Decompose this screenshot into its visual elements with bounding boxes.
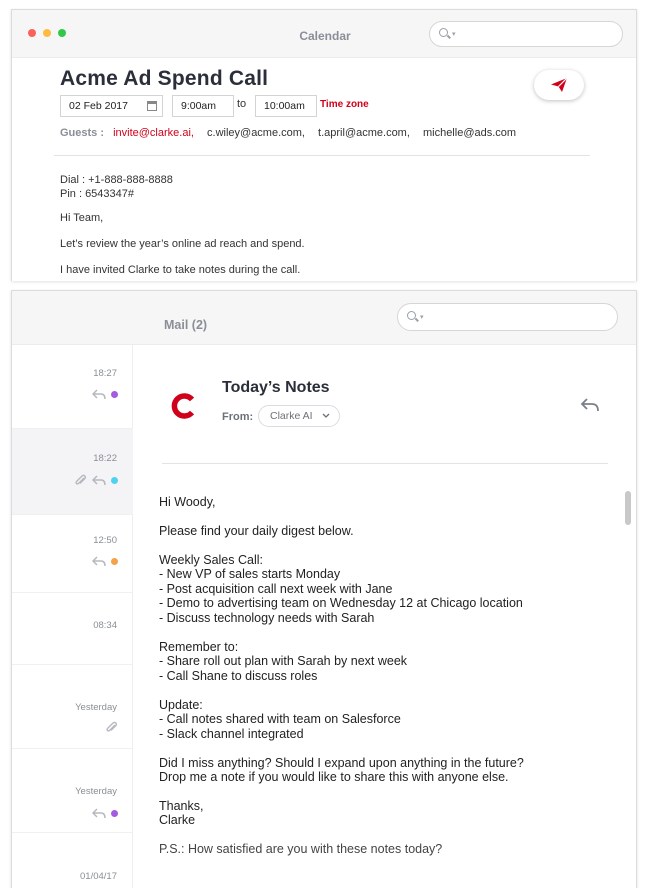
- list-item[interactable]: [12, 515, 133, 593]
- body-line: Drop me a note if you would like to share this with anyone else.: [159, 770, 509, 784]
- body-line: Did I miss anything? Should I expand upon anything in the future?: [159, 756, 524, 770]
- body-line: - Post acquisition call next week with Jane: [159, 582, 393, 596]
- divider: [162, 463, 608, 464]
- guest-email[interactable]: michelle@ads.com: [422, 127, 517, 139]
- search-icon: [407, 311, 416, 320]
- body-line: - Share roll out plan with Sarah by next week: [159, 654, 408, 668]
- list-item[interactable]: [12, 429, 133, 515]
- body-line: Update:: [159, 698, 203, 712]
- reply-icon: [92, 556, 106, 567]
- sender-name: Clarke AI: [270, 410, 313, 422]
- body-line: - Call Shane to discuss roles: [159, 669, 318, 683]
- calendar-icon[interactable]: [147, 101, 157, 111]
- body-line: - Call notes shared with team on Salesforce: [159, 712, 401, 726]
- body-line: Clarke: [159, 813, 196, 827]
- description-line: Let’s review the year’s online ad reach and spend.: [60, 238, 305, 250]
- search-icon: [439, 28, 448, 37]
- timezone-link[interactable]: Time zone: [320, 99, 369, 110]
- message-time: Yesterday: [75, 786, 117, 797]
- status-dot: [111, 810, 118, 817]
- scrollbar-thumb[interactable]: [625, 491, 631, 525]
- body-line: - Slack channel integrated: [159, 727, 304, 741]
- divider: [54, 155, 590, 156]
- sender-dropdown[interactable]: [258, 405, 340, 427]
- body-line: Weekly Sales Call:: [159, 553, 263, 567]
- reply-icon: [92, 808, 106, 819]
- body-line: - Demo to advertising team on Wednesday 12 at Chicago location: [159, 596, 523, 610]
- chevron-down-icon: ▾: [420, 314, 424, 321]
- status-dot: [111, 477, 118, 484]
- message-list: [12, 345, 133, 888]
- dial-number: Dial : +1-888-888-8888: [60, 174, 173, 186]
- calendar-titlebar: [12, 10, 637, 58]
- body-line: Remember to:: [159, 640, 239, 654]
- event-date-field[interactable]: [60, 95, 163, 117]
- body-line: - Discuss technology needs with Sarah: [159, 611, 375, 625]
- list-item[interactable]: [12, 665, 133, 749]
- end-time-field[interactable]: 10:00am: [255, 95, 317, 117]
- list-item[interactable]: [12, 593, 133, 665]
- guests-label: Guests :: [60, 127, 105, 139]
- calendar-window-title: Calendar: [299, 29, 351, 43]
- message-reader: [134, 345, 637, 888]
- paper-plane-icon: [550, 77, 568, 93]
- mail-titlebar: [12, 291, 637, 345]
- message-time: 18:22: [93, 453, 117, 464]
- chevron-down-icon: ▾: [452, 31, 456, 38]
- start-time-field[interactable]: 9:00am: [172, 95, 234, 117]
- message-time: 12:50: [93, 535, 117, 546]
- to-label: to: [237, 98, 247, 110]
- from-label: From:: [222, 411, 254, 423]
- message-time: 01/04/17: [80, 871, 117, 882]
- message-time: 18:27: [93, 368, 117, 379]
- clarke-logo-icon: [170, 393, 196, 419]
- pin-number: Pin : 6543347#: [60, 188, 135, 200]
- list-item[interactable]: [12, 749, 133, 833]
- list-item[interactable]: [12, 833, 133, 888]
- body-line: Please find your daily digest below.: [159, 524, 354, 538]
- paperclip-icon: [105, 721, 118, 734]
- calendar-window: [11, 9, 637, 281]
- status-dot: [111, 558, 118, 565]
- reply-icon: [92, 475, 106, 486]
- message-subject: Today’s Notes: [222, 379, 330, 396]
- list-item[interactable]: [12, 345, 133, 429]
- chevron-down-icon: [322, 410, 330, 422]
- mail-window: [11, 290, 637, 888]
- send-invite-button[interactable]: [534, 70, 584, 100]
- guest-email[interactable]: t.april@acme.com,: [318, 127, 410, 139]
- satisfaction-question: P.S.: How satisfied are you with these notes today?: [159, 842, 443, 856]
- event-title[interactable]: Acme Ad Spend Call: [60, 67, 269, 90]
- event-date-value: 02 Feb 2017: [69, 100, 128, 112]
- calendar-search-input[interactable]: [429, 21, 623, 47]
- mail-window-title: Mail (2): [164, 318, 208, 332]
- status-dot: [111, 391, 118, 398]
- guest-email[interactable]: invite@clarke.ai,: [113, 127, 194, 139]
- guests-row: [60, 127, 526, 139]
- reply-button[interactable]: [580, 397, 600, 413]
- mail-search-input[interactable]: [397, 303, 618, 331]
- description-greeting: Hi Team,: [60, 212, 104, 224]
- body-line: - New VP of sales starts Monday: [159, 567, 341, 581]
- message-time: 08:34: [93, 620, 117, 631]
- guest-email[interactable]: c.wiley@acme.com,: [207, 127, 305, 139]
- message-time: Yesterday: [75, 702, 117, 713]
- reply-icon: [92, 389, 106, 400]
- description-line: I have invited Clarke to take notes during the call.: [60, 264, 301, 276]
- body-line: Hi Woody,: [159, 495, 216, 509]
- paperclip-icon: [74, 474, 87, 487]
- body-line: Thanks,: [159, 799, 204, 813]
